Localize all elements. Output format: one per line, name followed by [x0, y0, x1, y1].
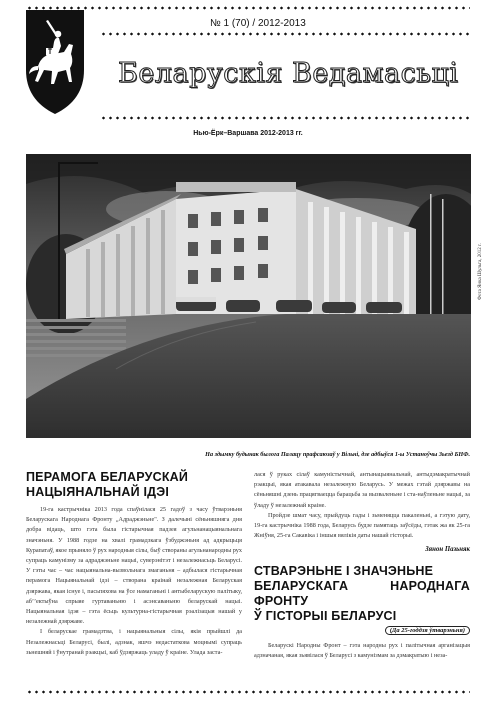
title-dotted-rule — [100, 116, 470, 120]
article2-paragraph: Беларускі Народны Фронт – гэта народны рух і палітычная арганізацыя адзначаная, якая зьявілася ў Беларусі з камунізмам за дэмакратыю і неза- — [254, 641, 470, 660]
article1-title — [26, 470, 242, 500]
right-column — [254, 470, 470, 661]
article2-title-line1: СТВАРЭНЬНЕ І ЗНАЧЭНЬНЕ — [254, 563, 434, 578]
newspaper-title: Беларускія Ведамасьці — [118, 58, 459, 89]
header-dotted-rule — [100, 32, 470, 36]
article2-title — [254, 564, 470, 624]
pahonia-coat-of-arms-icon — [24, 8, 86, 116]
article2-subtitle-text: (Да 25-годдзя ўтварэньня) — [385, 626, 470, 635]
article1-signature: Зянон Пазьняк — [425, 546, 470, 554]
article2-title-line2: БЕЛАРУСКАГА НАРОДНАГА ФРОНТУ — [254, 578, 470, 608]
article1-continued-paragraph: лася ў руках сілаў камуністычнай, антынацыянальнай, антыдэмакратычнай рэакцыі, якая атакавала незалежную Беларусь. У межах гэтай дзяржавы на сёньняшні дзень працягваецца барацьба за вызваленьне і ста-наўленьне нацыі, за ўладу ў незалежнай краіне. — [254, 471, 470, 509]
article1-continued-paragraph: Пройдзе шмат часу, прыйдуць гады і зьменяцца пакаленьні, а гэтую дату, 19-га кастрычніка 1988 года, Беларусь будзе памятаць заўсёды, гэтак жа як 25-га Жніўня, 25-га Сакавіка і іншыя вялікія даты нашай гісторыі. — [254, 511, 470, 540]
issue-number: № 1 (70) / 2012-2013 — [210, 18, 306, 29]
article2-subtitle — [254, 626, 470, 636]
left-column — [26, 470, 242, 658]
article2-title-line3: Ў ГІСТОРЫІ БЕЛАРУСІ — [254, 608, 397, 623]
photo-credit: Фота Янка Шульга, 2012 г. — [478, 243, 483, 300]
building-photo — [26, 154, 471, 438]
article1-title-line1: ПЕРАМОГА БЕЛАРУСКАЙ — [26, 470, 189, 484]
article1-title-line2: НАЦЫЯНАЛЬНАЙ ІДЭІ — [26, 485, 170, 499]
place-and-dates: Нью-Ёрк–Варшава 2012-2013 гг. — [193, 130, 303, 137]
bottom-dotted-rule — [26, 690, 470, 694]
article1-paragraph: І беларускае грамадзтва, і нацыянальныя сілы, якія прыйшлі да Незалежнасьці Беларусі, былі, адзнак, яшчэ недастаткова моцнымі супраць зьнешняй і ўнутранай рэакцыі, каб ўдзяржаць уладу ў краіне. Улада заста- — [26, 628, 242, 656]
top-dotted-rule — [26, 6, 470, 10]
photo-caption: На здымку будынак былога Палацу прафсаюзаў у Вільні, дзе адбыўся 1-ы Устаноўчы Зьезд БНФ. — [205, 451, 470, 458]
article1-paragraph: 19-га кастрычніка 2013 года спаўнілася 25 гадоў з часу ўтварэньня Беларускага Народнага Фронту „Адраджэньне". З далечыні сёньняшняга дня добра відаць, што гэта была гістарычная падзея агульнанацыянальнага значэньня. У 1988 годзе на хвалі грамадзкага ўзбуджэньня ад адкрыцьця Курапатаў, якое прыняло ў рух народныя сілы, быў створаны агульнанародны рух супраць камунізму за адраджэньне нацыі, суверэнітэт і незалежнасьць Беларусі. У гэты час – час нацыянальна-вызвольнага змаганьня – адбылася гістарычная перамога Нацыянальнай ідэі – створана краінай незалежная Беларуская дзяржава, якая існуе і, пасьпяхова на ўсе намаганьні і антыбеларускую палітыку, абʼʼектыўна спрыяе гуртаваньню і асэнсаваньню беларускай нацыі. Нацыянальная ідэя – гэта ёсьць культурна-гістарычная рэалізацыя нашай у незалежнай дзяржаве. — [26, 506, 242, 626]
